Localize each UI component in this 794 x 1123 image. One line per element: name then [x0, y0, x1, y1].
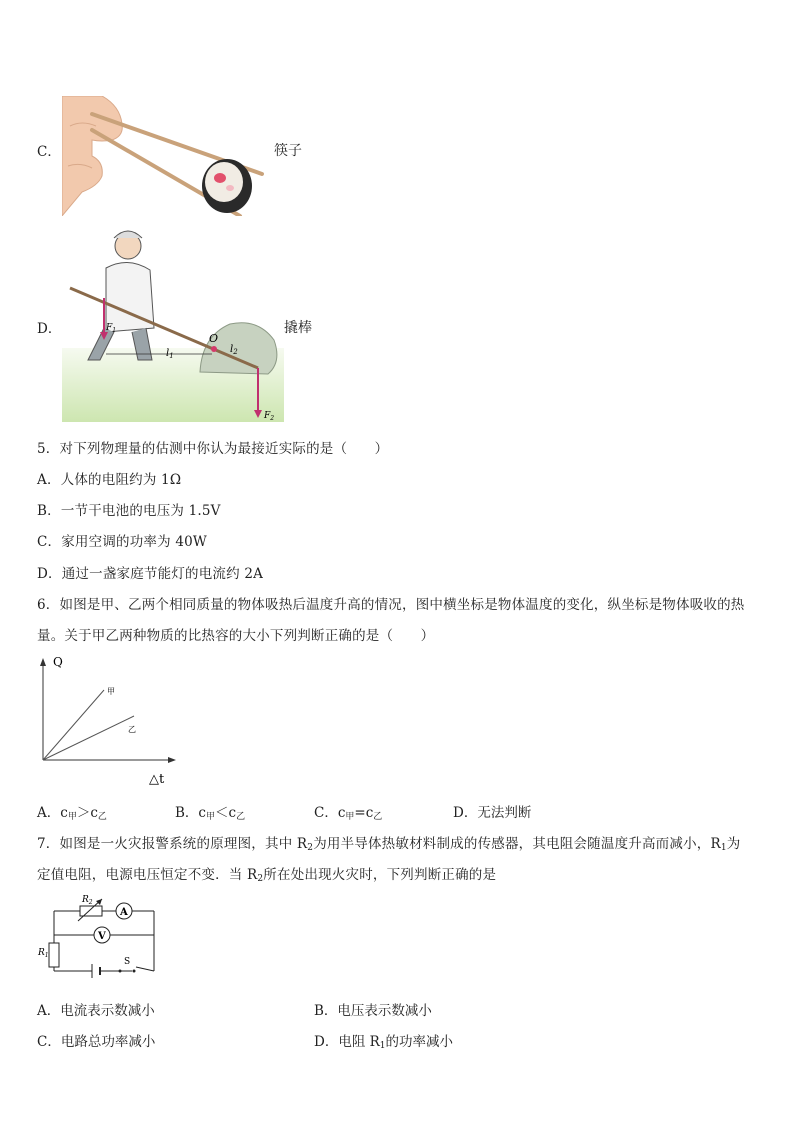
f1-label: F: [106, 323, 113, 333]
q7-option-d: [314, 1030, 453, 1051]
l1-sub: 1: [169, 352, 174, 360]
option-c-label: C．: [37, 144, 61, 160]
voltmeter: V: [98, 931, 106, 942]
q6-a-sub2: 乙: [97, 812, 107, 822]
option-d-label: D．: [37, 321, 62, 337]
q7-line2-sub: 2: [257, 874, 264, 884]
switch-label: S: [124, 957, 131, 967]
f2-label: F: [264, 411, 271, 421]
q6-b-prefix: B．c: [175, 805, 206, 821]
q6-option-b: [175, 801, 245, 822]
fulcrum-o: O: [209, 332, 219, 345]
q7-option-b: B．电压表示数减小: [314, 1003, 432, 1019]
yi-label: 乙: [128, 725, 136, 734]
q6-option-a: [37, 801, 107, 822]
svg-text:R2: [81, 895, 93, 906]
q6-a-prefix: A．c: [37, 805, 68, 821]
q5-option-c: C．家用空调的功率为 40W: [37, 534, 207, 550]
r1-label: R: [38, 948, 45, 958]
q6-b-sub1: 甲: [205, 812, 215, 822]
q6-option-c: [314, 801, 382, 822]
q7-d-a: D．电阻 R: [314, 1034, 380, 1050]
q6-c-prefix: C．c: [314, 805, 346, 821]
q7-stem-b: 为用半导体热敏材料制成的传感器，其电阻会随温度升高而减小，R: [313, 836, 721, 852]
q6-c-sub1: 甲: [345, 812, 355, 822]
q7-circuit: [36, 893, 158, 985]
y-axis-label: Q: [53, 655, 63, 669]
r2-label: R: [82, 895, 89, 905]
jia-label: 甲: [107, 687, 115, 696]
q7-stem-line1: [37, 832, 741, 853]
chopsticks-image: [62, 96, 270, 216]
line-yi: [43, 716, 134, 760]
x-axis-label: △t: [149, 772, 165, 787]
l2-sub: 2: [233, 348, 238, 356]
q7-line2-a: 定值电阻，电源电压恒定不变．当 R: [37, 867, 258, 883]
q7-stem-b-sub: 1: [720, 843, 727, 853]
line-jia: [43, 690, 104, 760]
q6-b-sub2: 乙: [236, 812, 246, 822]
q6-c-rel: =c: [354, 805, 374, 821]
q7-stem-a: 7．如图是一火灾报警系统的原理图，其中 R: [37, 836, 308, 852]
q5-option-b: B．一节干电池的电压为 1.5V: [37, 503, 221, 519]
q6-stem-line1: 6．如图是甲、乙两个相同质量的物体吸热后温度升高的情况，图中横坐标是物体温度的变化，纵坐标是物体吸收的热: [37, 597, 745, 613]
ammeter: A: [120, 907, 128, 918]
crowbar-image: [62, 228, 284, 422]
q7-stem-line2: [37, 863, 496, 884]
r2-sub: 2: [88, 899, 93, 906]
f1-sub: 1: [112, 327, 117, 334]
q6-graph: [36, 652, 186, 788]
option-d-caption: 撬棒: [284, 320, 312, 336]
q6-c-sub2: 乙: [373, 812, 383, 822]
q5-option-a: A．人体的电阻约为 1Ω: [37, 472, 182, 488]
q7-line2-b: 所在处出现火灾时，下列判断正确的是: [263, 867, 497, 883]
q6-a-sub1: 甲: [67, 812, 77, 822]
r1-sub: 1: [44, 952, 49, 959]
q7-stem-c: 为: [726, 836, 741, 852]
q6-b-rel: ＜c: [215, 805, 237, 821]
f2-sub: 2: [270, 415, 275, 422]
l1-label: l: [166, 348, 170, 359]
q5-option-d: D．通过一盏家庭节能灯的电流约 2A: [37, 566, 264, 582]
l2-label: l: [230, 344, 234, 355]
option-c-caption: 筷子: [274, 143, 302, 159]
q6-stem-line2: 量。关于甲乙两种物质的比热容的大小下列判断正确的是（ ）: [37, 628, 435, 644]
q7-stem-a-sub: 2: [307, 843, 314, 853]
q5-stem: 5．对下列物理量的估测中你认为最接近实际的是（ ）: [37, 441, 389, 457]
q6-a-rel: ＞c: [76, 805, 98, 821]
q7-option-a: A．电流表示数减小: [37, 1003, 155, 1019]
q7-option-c: C．电路总功率减小: [37, 1034, 156, 1050]
q7-d-b: 的功率减小: [385, 1034, 454, 1050]
q6-option-d: D．无法判断: [453, 805, 532, 821]
svg-text:R1: [37, 948, 49, 959]
q7-d-sub: 1: [379, 1041, 386, 1051]
